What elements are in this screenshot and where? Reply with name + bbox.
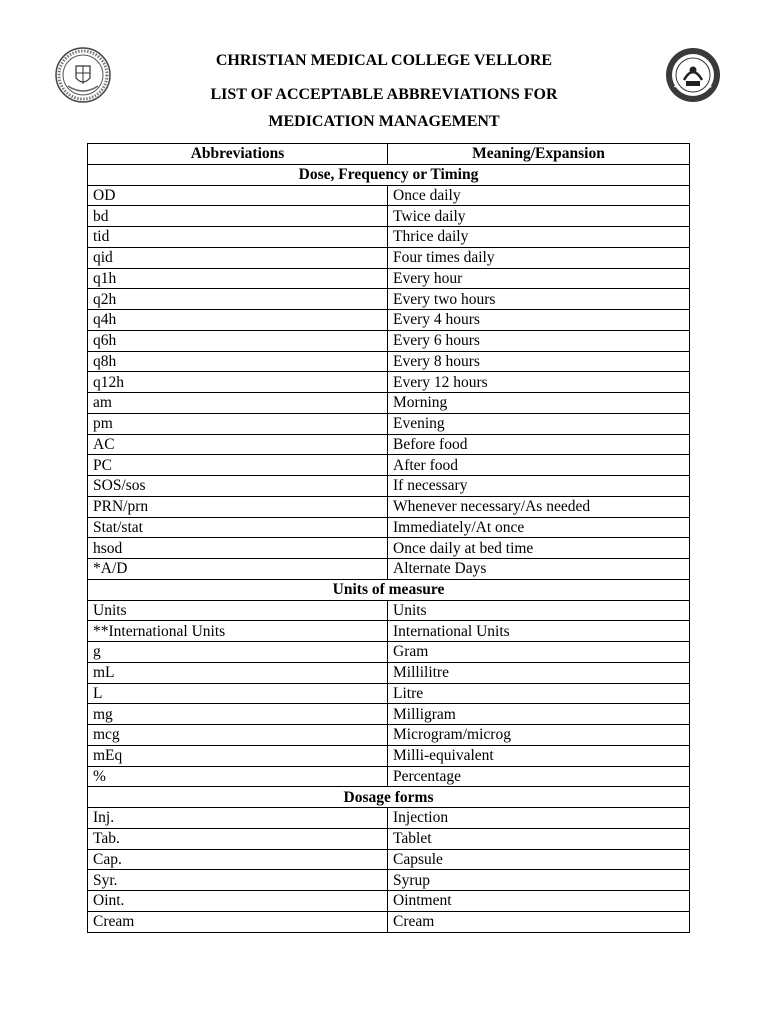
table-row [88,808,690,829]
abbreviation-cell: bd [88,206,388,227]
table-row [88,393,690,414]
table-row [88,476,690,497]
table-row [88,185,690,206]
table-row [88,310,690,331]
meaning-cell: Every 12 hours [388,372,690,393]
table-row [88,725,690,746]
table-row [88,559,690,580]
abbreviation-cell: AC [88,434,388,455]
table-row [88,911,690,932]
table-row [88,704,690,725]
abbreviation-cell: PC [88,455,388,476]
abbreviation-cell: L [88,683,388,704]
abbreviations-table [87,143,690,933]
section-title: Dose, Frequency or Timing [88,164,690,185]
table-row [88,247,690,268]
meaning-cell: Every hour [388,268,690,289]
meaning-cell: International Units [388,621,690,642]
abbreviation-cell: tid [88,227,388,248]
abbreviation-cell: q1h [88,268,388,289]
abbreviation-cell: mg [88,704,388,725]
meaning-cell: Every 6 hours [388,330,690,351]
abbreviation-cell: mL [88,662,388,683]
meaning-cell: Thrice daily [388,227,690,248]
abbreviation-cell: Units [88,600,388,621]
abbreviation-cell: mcg [88,725,388,746]
abbreviation-cell: Tab. [88,828,388,849]
table-header-row [88,144,690,165]
table-row [88,662,690,683]
table-row [88,413,690,434]
meaning-cell: If necessary [388,476,690,497]
abbreviation-cell: Syr. [88,870,388,891]
meaning-cell: Before food [388,434,690,455]
abbreviation-cell: SOS/sos [88,476,388,497]
meaning-cell: Capsule [388,849,690,870]
table-row [88,206,690,227]
abbreviation-cell: OD [88,185,388,206]
table-row [88,517,690,538]
meaning-cell: Injection [388,808,690,829]
abbreviation-cell: **International Units [88,621,388,642]
meaning-cell: Alternate Days [388,559,690,580]
abbreviation-cell: Stat/stat [88,517,388,538]
abbreviation-cell: g [88,642,388,663]
table-row [88,621,690,642]
table-row [88,268,690,289]
column-header-abbreviations: Abbreviations [88,144,388,165]
meaning-cell: Syrup [388,870,690,891]
abbreviation-cell: am [88,393,388,414]
abbreviation-cell: Cream [88,911,388,932]
meaning-cell: Twice daily [388,206,690,227]
meaning-cell: Litre [388,683,690,704]
meaning-cell: Milligram [388,704,690,725]
document-title-line1: LIST OF ACCEPTABLE ABBREVIATIONS FOR [210,86,558,103]
table-row [88,745,690,766]
table-row [88,849,690,870]
abbreviation-cell: q8h [88,351,388,372]
table-row [88,434,690,455]
abbreviation-cell: mEq [88,745,388,766]
section-title: Dosage forms [88,787,690,808]
abbreviation-cell: qid [88,247,388,268]
table-row [88,891,690,912]
meaning-cell: Every two hours [388,289,690,310]
column-header-meaning: Meaning/Expansion [388,144,690,165]
table-row [88,372,690,393]
table-row [88,538,690,559]
section-row [88,579,690,600]
section-row [88,787,690,808]
table-row [88,766,690,787]
abbreviation-cell: hsod [88,538,388,559]
abbreviation-cell: PRN/prn [88,496,388,517]
meaning-cell: Ointment [388,891,690,912]
table-row [88,330,690,351]
meaning-cell: Whenever necessary/As needed [388,496,690,517]
meaning-cell: Once daily [388,185,690,206]
abbreviation-cell: Cap. [88,849,388,870]
table-row [88,455,690,476]
abbreviation-cell: Oint. [88,891,388,912]
table-row [88,227,690,248]
table-row [88,496,690,517]
abbreviation-cell: pm [88,413,388,434]
meaning-cell: Every 8 hours [388,351,690,372]
meaning-cell: After food [388,455,690,476]
meaning-cell: Tablet [388,828,690,849]
table-row [88,683,690,704]
meaning-cell: Four times daily [388,247,690,268]
table-row [88,870,690,891]
table-row [88,351,690,372]
abbreviation-cell: q6h [88,330,388,351]
institution-title: CHRISTIAN MEDICAL COLLEGE VELLORE [215,52,553,69]
abbreviation-cell: Inj. [88,808,388,829]
meaning-cell: Millilitre [388,662,690,683]
meaning-cell: Evening [388,413,690,434]
section-title: Units of measure [88,579,690,600]
abbreviation-cell: q12h [88,372,388,393]
meaning-cell: Once daily at bed time [388,538,690,559]
abbreviation-cell: q2h [88,289,388,310]
meaning-cell: Every 4 hours [388,310,690,331]
section-row [88,164,690,185]
meaning-cell: Morning [388,393,690,414]
meaning-cell: Gram [388,642,690,663]
meaning-cell: Percentage [388,766,690,787]
meaning-cell: Immediately/At once [388,517,690,538]
meaning-cell: Microgram/microg [388,725,690,746]
meaning-cell: Units [388,600,690,621]
table-row [88,289,690,310]
table-row [88,828,690,849]
table-row [88,642,690,663]
meaning-cell: Cream [388,911,690,932]
document-title-line2: MEDICATION MANAGEMENT [268,113,500,130]
abbreviation-cell: *A/D [88,559,388,580]
abbreviation-cell: q4h [88,310,388,331]
meaning-cell: Milli-equivalent [388,745,690,766]
abbreviation-cell: % [88,766,388,787]
table-row [88,600,690,621]
